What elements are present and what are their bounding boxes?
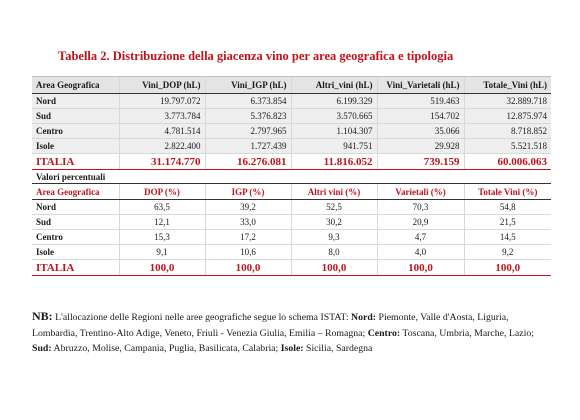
table2-header-row [32, 184, 551, 200]
cell-value: 100,0 [464, 260, 551, 276]
cell-value: 33,0 [205, 215, 291, 230]
row-label: Area Geografica [32, 184, 119, 200]
row-label: Isole [32, 139, 119, 154]
cell-value: 1.104.307 [291, 124, 377, 139]
table2-total-row [32, 260, 551, 276]
cell-value: 39,2 [205, 200, 291, 215]
footnote-sud: Abruzzo, Molise, Campania, Puglia, Basilicata, Calabria; [51, 343, 281, 354]
section-row [32, 170, 551, 184]
cell-value: Vini_IGP (hL) [205, 77, 291, 94]
cell-value: 60.006.063 [464, 154, 551, 170]
cell-value: 2.797.965 [205, 124, 291, 139]
cell-value: 941.751 [291, 139, 377, 154]
cell-value: 31.174.770 [119, 154, 205, 170]
cell-value: 2.822.400 [119, 139, 205, 154]
section-label: Valori percentuali [32, 170, 551, 184]
cell-value: 12.875.974 [464, 109, 551, 124]
footnote-nb: NB: [32, 309, 53, 323]
cell-value: 35.066 [377, 124, 464, 139]
row-label: ITALIA [32, 154, 119, 170]
row-label: Centro [32, 124, 119, 139]
cell-value: 519.463 [377, 94, 464, 109]
table1-row [32, 124, 551, 139]
row-label: Centro [32, 230, 119, 245]
cell-value: 17,2 [205, 230, 291, 245]
cell-value: 154.702 [377, 109, 464, 124]
row-label: Sud [32, 215, 119, 230]
cell-value: 21,5 [464, 215, 551, 230]
cell-value: 63,5 [119, 200, 205, 215]
cell-value: Totale Vini (%) [464, 184, 551, 200]
cell-value: 100,0 [377, 260, 464, 276]
cell-value: 8,0 [291, 245, 377, 260]
cell-value: 19.797.072 [119, 94, 205, 109]
giacenza-table [32, 76, 551, 276]
cell-value: 54,8 [464, 200, 551, 215]
cell-value: 15,3 [119, 230, 205, 245]
cell-value: 6.373.854 [205, 94, 291, 109]
footnote-centro: Toscana, Umbria, Marche, Lazio; [400, 327, 534, 339]
cell-value: 100,0 [119, 260, 205, 276]
cell-value: 9,1 [119, 245, 205, 260]
cell-value: 32.889.718 [464, 94, 551, 109]
cell-value: 9,2 [464, 245, 551, 260]
cell-value: DOP (%) [119, 184, 205, 200]
footnote [32, 309, 552, 357]
cell-value: 4,7 [377, 230, 464, 245]
cell-value: 70,3 [377, 200, 464, 215]
cell-value: 3.773.784 [119, 109, 205, 124]
footnote-isole-label: Isole: [280, 343, 304, 354]
table1-total-row [32, 154, 551, 170]
table2-row [32, 200, 551, 215]
cell-value: 12,1 [119, 215, 205, 230]
cell-value: 11.816.052 [291, 154, 377, 170]
row-label: Isole [32, 245, 119, 260]
cell-value: 52,5 [291, 200, 377, 215]
table1-row [32, 94, 551, 109]
table1-row [32, 139, 551, 154]
footnote-intro: L'allocazione delle Regioni nelle aree geografiche segue lo schema ISTAT: [52, 312, 352, 323]
footnote-isole: Sicilia, Sardegna [303, 343, 373, 354]
cell-value: Altri_vini (hL) [291, 77, 377, 94]
cell-value: Totale_Vini (hL) [464, 77, 551, 94]
cell-value: 20,9 [377, 215, 464, 230]
footnote-centro-label: Centro: [367, 327, 401, 339]
cell-value: Varietali (%) [377, 184, 464, 200]
cell-value: 100,0 [291, 260, 377, 276]
table1-header-row [32, 77, 551, 94]
footnote-sud-label: Sud: [32, 343, 52, 354]
cell-value: 3.570.665 [291, 109, 377, 124]
table2-row [32, 245, 551, 260]
cell-value: 5.521.518 [464, 139, 551, 154]
cell-value: Vini_Varietali (hL) [377, 77, 464, 94]
cell-value: 1.727.439 [205, 139, 291, 154]
cell-value: 9,3 [291, 230, 377, 245]
cell-value: 16.276.081 [205, 154, 291, 170]
cell-value: 29.928 [377, 139, 464, 154]
cell-value: 4.781.514 [119, 124, 205, 139]
row-label: Nord [32, 94, 119, 109]
cell-value: 10,6 [205, 245, 291, 260]
cell-value: 30,2 [291, 215, 377, 230]
cell-value: 6.199.329 [291, 94, 377, 109]
table2-row [32, 215, 551, 230]
cell-value: Altri vini (%) [291, 184, 377, 200]
row-label: Nord [32, 200, 119, 215]
cell-value: 8.718.852 [464, 124, 551, 139]
table1-row [32, 109, 551, 124]
footnote-nord: Piemonte, Valle d'Aosta, Liguria, Lombardia, Trentino-Alto Adige, Veneto, Friuli - Venezia Giulia, Emilia – Romagna; [32, 312, 509, 339]
row-label: Area Geografica [32, 77, 119, 94]
cell-value: 739.159 [377, 154, 464, 170]
cell-value: 4,0 [377, 245, 464, 260]
table-title: Tabella 2. Distribuzione della giacenza vino per area geografica e tipologia [58, 49, 454, 63]
cell-value: 14,5 [464, 230, 551, 245]
row-label: ITALIA [32, 260, 119, 276]
footnote-nord-label: Nord: [351, 312, 377, 323]
cell-value: Vini_DOP (hL) [119, 77, 205, 94]
table2-row [32, 230, 551, 245]
cell-value: 5.376.823 [205, 109, 291, 124]
row-label: Sud [32, 109, 119, 124]
cell-value: 100,0 [205, 260, 291, 276]
cell-value: IGP (%) [205, 184, 291, 200]
